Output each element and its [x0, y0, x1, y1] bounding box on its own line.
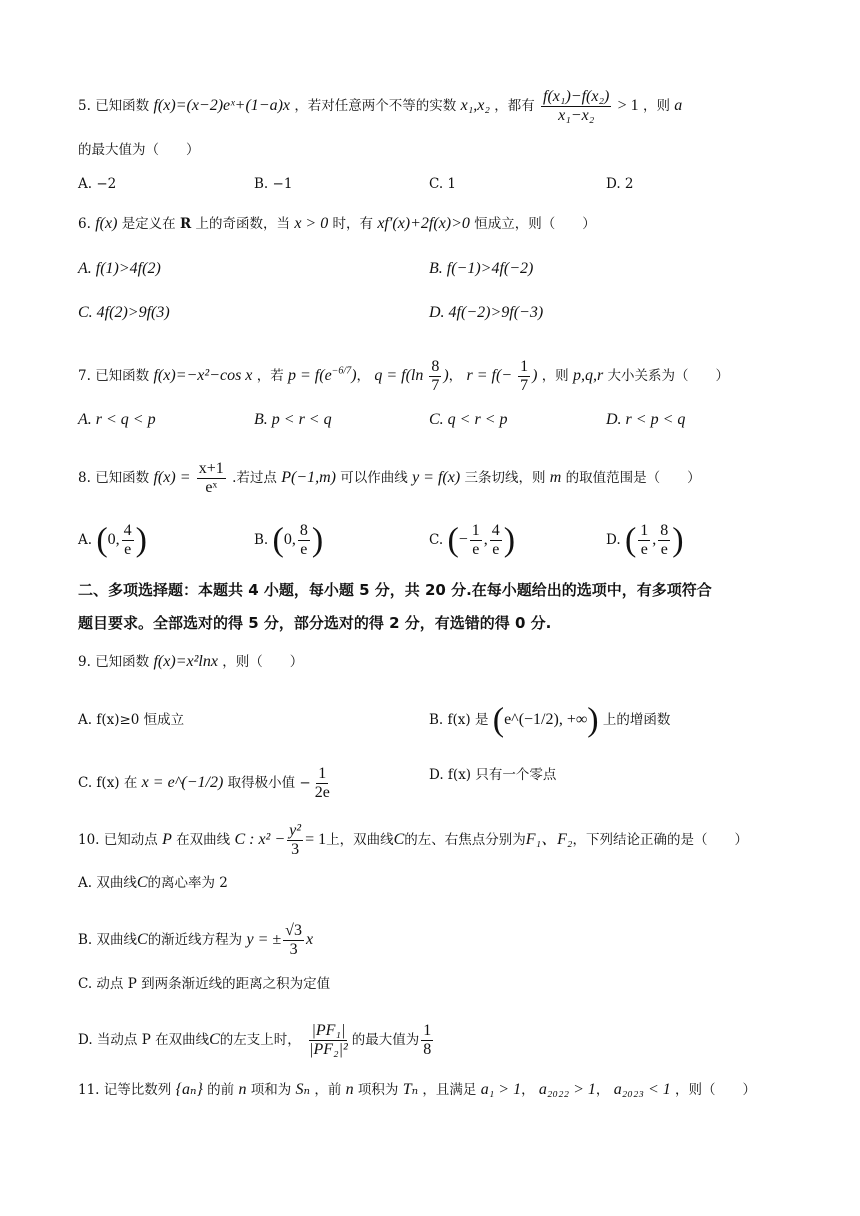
question-7-stem: 7. 已知函数 f(x)=−x²−cos x ，若 $p = f(e^{-6/7})$， q = f(ln $\frac{8}{7}$ )， r = f(− $\frac{1}{7}$ ) ，则 p,q,r 大小关系为（ ）: [78, 358, 730, 394]
function-expression: f(x)=(x−2)eˣ+(1−a)x: [153, 97, 291, 114]
option-a[interactable]: A. 双曲线C的离心率为 2: [78, 874, 228, 891]
option-c[interactable]: C. 4f(2)>9f(3): [78, 304, 170, 321]
option-b[interactable]: B. f(−1)>4f(−2): [429, 260, 534, 277]
section-heading-cont: 题目要求。全部选对的得 5 分，部分选对的得 2 分，有选错的得 0 分.: [78, 614, 552, 632]
question-6-stem: 6. f(x) 是定义在 R 上的奇函数，当 x > 0 时，有 xf′(x)+2f(x)>0 恒成立，则（ ）: [78, 215, 596, 232]
option-d[interactable]: D. 4f(−2)>9f(−3): [429, 304, 544, 321]
option-a[interactable]: A. r < q < p: [78, 411, 156, 428]
question-10-stem: 10. 已知动点 P 在双曲线 C : x² − $\frac{\text{y²}}{3}$ = 1上，双曲线C的左、右焦点分别为F₁、F₂，下列结论正确的是（ ）: [78, 822, 748, 858]
option-d[interactable]: D. 2: [606, 176, 634, 192]
option-b[interactable]: B. (0, $\frac{8}{e}$ ): [254, 521, 324, 559]
option-d[interactable]: D. 当动点 P 在双曲线C的左支上时， $\frac{\text{|PF₁|}}{\text{|PF₂|²}}$ 的最大值为 $\frac{1}{8}$: [78, 1022, 432, 1058]
question-8-stem: 8. 已知函数 f(x) = $\frac{x+1}{\text{eˣ}}$ .若过点 P(−1,m) 可以作曲线 y = f(x) 三条切线，则 m 的取值范围是（ ）: [78, 460, 701, 496]
option-c[interactable]: C. q < r < p: [429, 411, 508, 428]
option-a[interactable]: A. f(x)≥0 恒成立: [78, 712, 185, 728]
option-d[interactable]: D. ( $\frac{1}{e}$ , $\frac{8}{e}$ ): [606, 521, 684, 559]
option-c[interactable]: C. f(x) 在 x = e^(−1/2) 取得极小值 − $\frac{1}{2e}$: [78, 765, 330, 801]
question-number: 7.: [78, 368, 91, 385]
question-5-stem: 5. 已知函数 f(x)=(x−2)eˣ+(1−a)x ，若对任意两个不等的实数 x₁,x₂ ，都有 $\frac{\text{f(x₁)−f(x₂)}}{\text{x₁−x₂}}$ > 1 ，则 a: [78, 88, 683, 124]
question-11-stem: 11. 记等比数列 {aₙ} 的前 n 项和为 Sₙ ，前 n 项积为 Tₙ ，且满足 a₁ > 1， a₂₀₂₂ > 1， a₂₀₂₃ < 1 ，则（ ）: [78, 1081, 757, 1098]
question-number: 5.: [78, 98, 91, 114]
question-5-stem-cont: 的最大值为（ ）: [78, 142, 200, 158]
option-a[interactable]: A. −2: [78, 176, 117, 192]
option-d[interactable]: D. r < p < q: [606, 411, 686, 428]
option-b[interactable]: B. 双曲线C的渐近线方程为 y = ± $\frac{√3}{3}$ x: [78, 922, 314, 958]
question-number: 11.: [78, 1082, 100, 1098]
option-c[interactable]: C. 动点 P 到两条渐近线的距离之积为定值: [78, 976, 331, 992]
option-d[interactable]: D. f(x) 只有一个零点: [429, 767, 557, 783]
difference-quotient: $\frac{\text{f(x₁)−f(x₂)}}{\text{x₁−x₂}}$: [543, 88, 610, 124]
section-heading: 二、多项选择题：本题共 4 小题，每小题 5 分，共 20 分.在每小题给出的选项中，有多项符合: [78, 581, 712, 599]
question-number: 10.: [78, 832, 100, 848]
option-a[interactable]: A. f(1)>4f(2): [78, 260, 161, 277]
option-b[interactable]: B. p < r < q: [254, 411, 332, 428]
option-a[interactable]: A. (0, $\frac{4}{e}$ ): [78, 521, 147, 559]
option-c[interactable]: C. 1: [429, 176, 457, 192]
question-number: 8.: [78, 470, 91, 486]
question-9-stem: 9. 已知函数 f(x)=x²lnx ，则（ ）: [78, 653, 304, 670]
question-number: 6.: [78, 216, 91, 232]
option-b[interactable]: B. −1: [254, 176, 293, 192]
option-c[interactable]: C. (− $\frac{1}{e}$ , $\frac{4}{e}$ ): [429, 521, 516, 559]
option-b[interactable]: B. f(x) 是 (e^(−1/2), +∞) 上的增函数: [429, 701, 671, 739]
question-number: 9.: [78, 654, 91, 670]
